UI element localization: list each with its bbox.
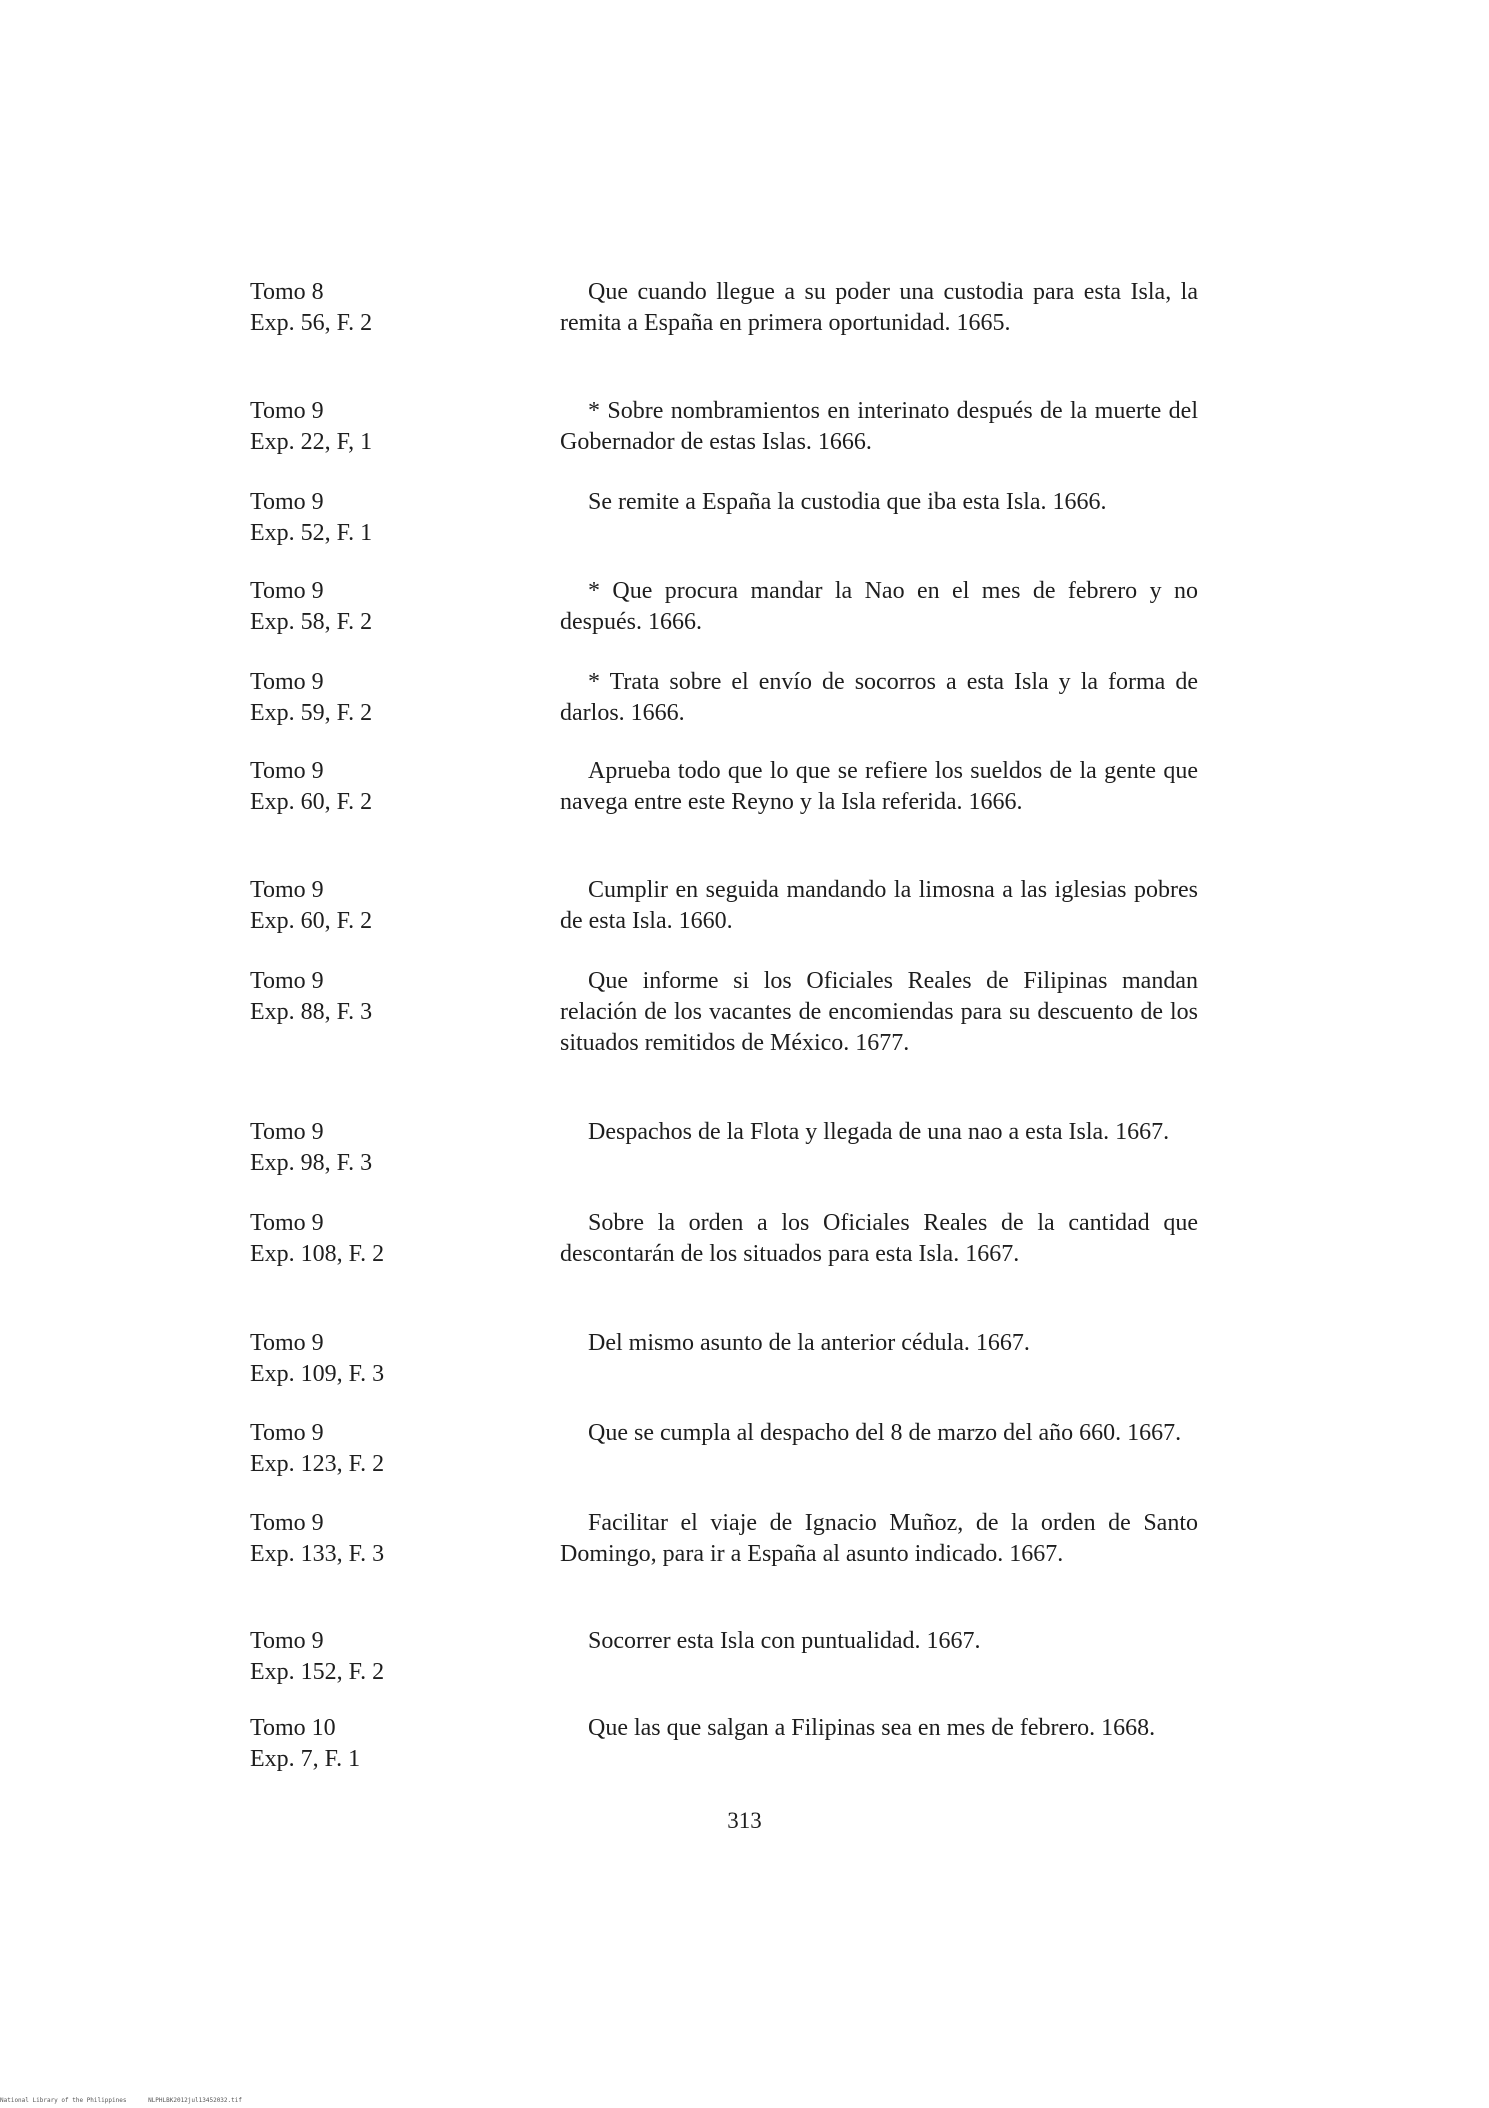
exp-label: Exp. 98, F. 3: [250, 1150, 373, 1176]
exp-label: Exp. 22, F, 1: [250, 429, 373, 455]
entry-description: * Que procura mandar la Nao en el mes de febrero y no después. 1666.: [560, 578, 1198, 635]
exp-label: Exp. 56, F. 2: [250, 310, 373, 336]
tomo-label: Tomo 9: [250, 1330, 324, 1356]
exp-label: Exp. 52, F. 1: [250, 520, 373, 546]
tomo-label: Tomo 9: [250, 1510, 324, 1536]
exp-label: Exp. 152, F. 2: [250, 1659, 385, 1685]
exp-label: Exp. 59, F. 2: [250, 700, 373, 726]
tomo-label: Tomo 9: [250, 489, 324, 515]
entry-reference: [250, 667, 510, 729]
tomo-label: Tomo 9: [250, 398, 324, 424]
entry-reference: [250, 966, 510, 1028]
entry-reference: [250, 277, 510, 339]
exp-label: Exp. 7, F. 1: [250, 1746, 361, 1772]
exp-label: Exp. 60, F. 2: [250, 908, 373, 934]
tomo-label: Tomo 9: [250, 968, 324, 994]
exp-label: Exp. 133, F. 3: [250, 1541, 385, 1567]
entry-description: Que cuando llegue a su poder una custodia para esta Isla, la remita a España en primera oportunidad. 1665.: [560, 279, 1198, 336]
entry-reference: [250, 1117, 510, 1179]
tomo-label: Tomo 9: [250, 1420, 324, 1446]
entry-reference: [250, 487, 510, 549]
entry-reference: [250, 1626, 510, 1688]
entry-description: Que se cumpla al despacho del 8 de marzo del año 660. 1667.: [588, 1420, 1182, 1446]
footer-file: NLPHLBK2012jul13452032.tif: [148, 2097, 242, 2104]
exp-label: Exp. 123, F. 2: [250, 1451, 385, 1477]
tomo-label: Tomo 9: [250, 1628, 324, 1654]
scan-footer: [0, 2097, 260, 2104]
exp-label: Exp. 109, F. 3: [250, 1361, 385, 1387]
entry-description: Sobre la orden a los Oficiales Reales de la cantidad que descontarán de los situados para esta Isla. 1667.: [560, 1210, 1198, 1267]
exp-label: Exp. 60, F. 2: [250, 789, 373, 815]
exp-label: Exp. 88, F. 3: [250, 999, 373, 1025]
entry-description: Que informe si los Oficiales Reales de Filipinas mandan relación de los vacantes de encomiendas para su descuento de los situados remitidos de México. 1677.: [560, 968, 1198, 1056]
entry-reference: [250, 756, 510, 818]
entry-reference: [250, 396, 510, 458]
entry-description: Facilitar el viaje de Ignacio Muñoz, de la orden de Santo Domingo, para ir a España al asunto indicado. 1667.: [560, 1510, 1198, 1567]
entry-description: Se remite a España la custodia que iba esta Isla. 1666.: [588, 489, 1107, 515]
entry-reference: [250, 1508, 510, 1570]
entry-reference: [250, 1328, 510, 1390]
tomo-label: Tomo 10: [250, 1715, 336, 1741]
tomo-label: Tomo 9: [250, 669, 324, 695]
tomo-label: Tomo 9: [250, 1119, 324, 1145]
entry-description: Del mismo asunto de la anterior cédula. 1667.: [588, 1330, 1030, 1356]
entry-reference: [250, 1713, 510, 1775]
exp-label: Exp. 58, F. 2: [250, 609, 373, 635]
entry-reference: [250, 1418, 510, 1480]
tomo-label: Tomo 9: [250, 877, 324, 903]
entry-description: Socorrer esta Isla con puntualidad. 1667.: [588, 1628, 981, 1654]
entry-reference: [250, 875, 510, 937]
page-number: 313: [727, 1808, 762, 1833]
entry-description: Despachos de la Flota y llegada de una nao a esta Isla. 1667.: [588, 1119, 1170, 1145]
entry-description: Que las que salgan a Filipinas sea en mes de febrero. 1668.: [588, 1715, 1156, 1741]
entry-reference: [250, 576, 510, 638]
tomo-label: Tomo 8: [250, 279, 324, 305]
footer-library: National Library of the Philippines: [0, 2097, 127, 2104]
entry-reference: [250, 1208, 510, 1270]
tomo-label: Tomo 9: [250, 1210, 324, 1236]
entry-description: * Trata sobre el envío de socorros a esta Isla y la forma de darlos. 1666.: [560, 669, 1198, 726]
tomo-label: Tomo 9: [250, 578, 324, 604]
exp-label: Exp. 108, F. 2: [250, 1241, 385, 1267]
entry-description: Aprueba todo que lo que se refiere los sueldos de la gente que navega entre este Reyno y la Isla referida. 1666.: [560, 758, 1198, 815]
entry-description: * Sobre nombramientos en interinato después de la muerte del Gobernador de estas Islas. 1666.: [560, 398, 1198, 455]
tomo-label: Tomo 9: [250, 758, 324, 784]
entry-description: Cumplir en seguida mandando la limosna a las iglesias pobres de esta Isla. 1660.: [560, 877, 1198, 934]
